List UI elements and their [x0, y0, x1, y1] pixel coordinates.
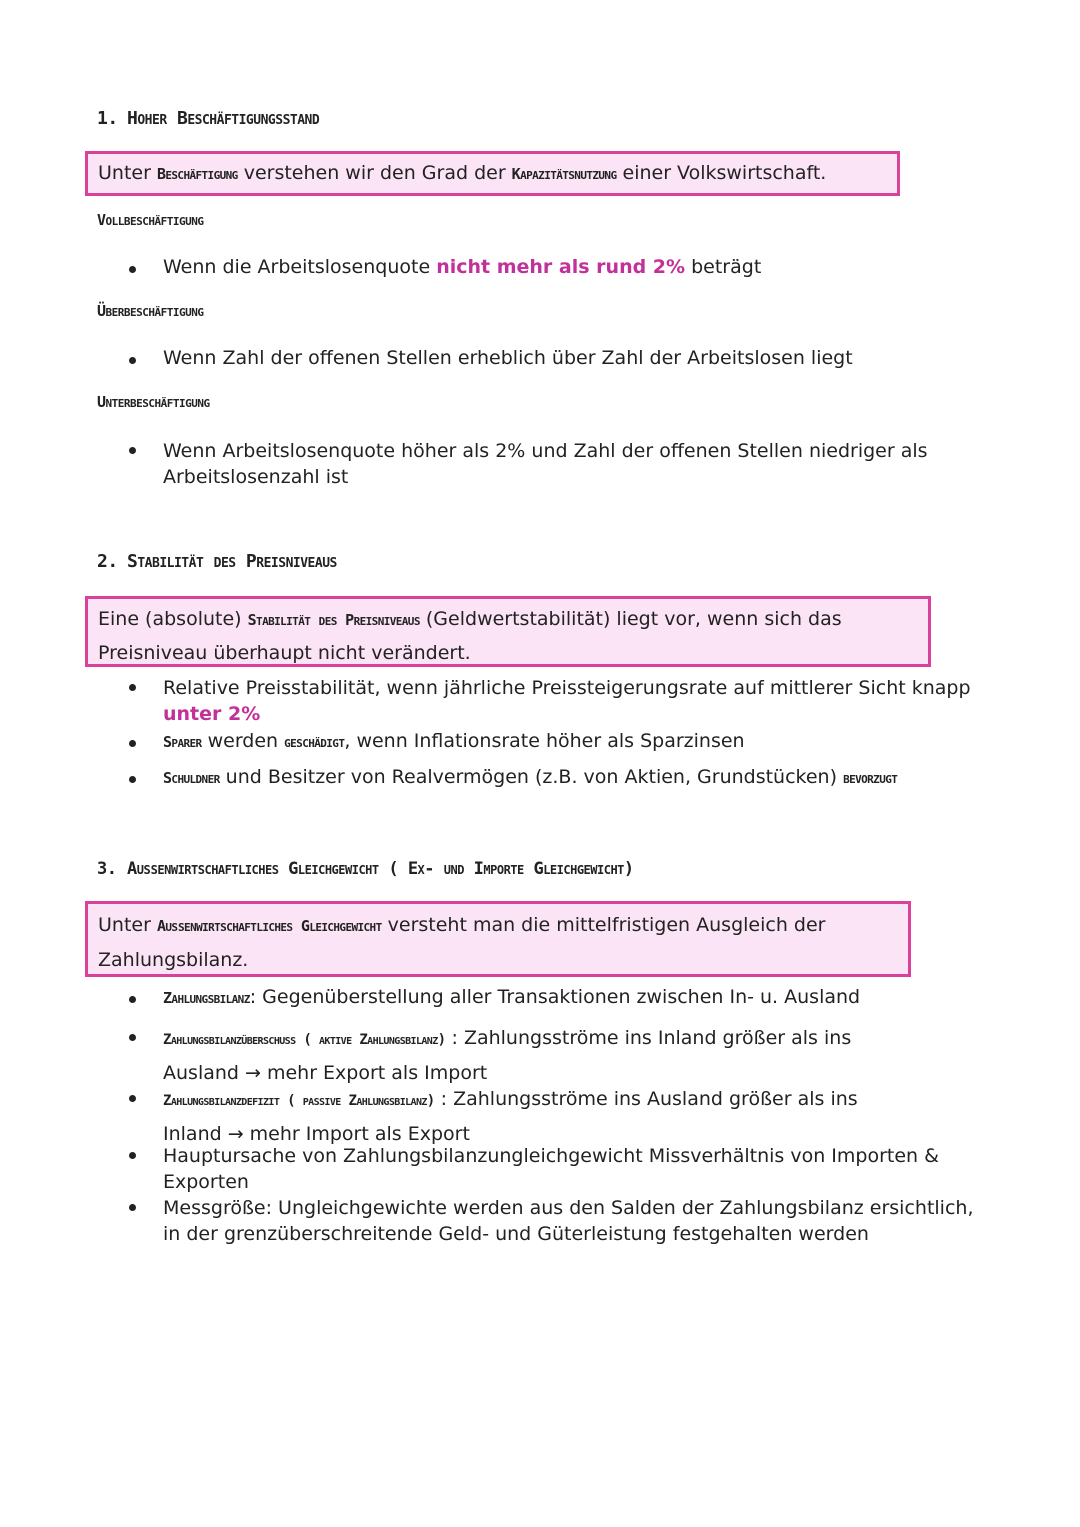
bullet-dot: [129, 1152, 136, 1159]
bullet-zahlungsbilanz: Zahlungsbilanz: Gegenüberstellung aller Transaktionen zwischen In- u. Ausland: [163, 986, 860, 1008]
bullet-dot: [129, 684, 136, 691]
bullet-dot: [129, 1204, 136, 1211]
bullet-relative-preisstabilitaet: Relative Preisstabilität, wenn jährliche Preissteigerungsrate auf mittlerer Sicht knapp unter 2%: [163, 675, 971, 727]
bullet-hauptursache: Hauptursache von Zahlungsbilanzungleichgewicht Missverhältnis von Importen & Exporten: [163, 1143, 939, 1195]
bullet-dot: [129, 357, 136, 364]
label-unterbeschaeftigung: Unterbeschäftigung: [97, 393, 210, 411]
bullet-dot: [129, 1095, 136, 1102]
keyword-zahlungsbilanzueberschuss: Zahlungsbilanzüberschuss ( aktive Zahlungsbilanz): [163, 1032, 446, 1048]
bullet-zahlungsbilanzdefizit: Zahlungsbilanzdefizit ( passive Zahlungsbilanz) : Zahlungsströme ins Ausland größer als ins Inland → mehr Import als Export: [163, 1083, 858, 1151]
bullet-dot: [129, 447, 136, 454]
label-ueberbeschaeftigung: Überbeschäftigung: [97, 302, 204, 320]
keyword-stabilitaet-preisniveau: Stabilität des Preisniveaus: [247, 611, 420, 629]
definition-box-preisniveau: Eine (absolute) Stabilität des Preisniveaus (Geldwertstabilität) liegt vor, wenn sich das Preisniveau überhaupt nicht verändert.: [85, 596, 931, 667]
section-1-title: Hoher Beschäftigungsstand: [127, 108, 320, 129]
bullet-dot: [129, 996, 136, 1003]
definition-box-aussenwirtschaft: Unter Außenwirtschaftliches Gleichgewicht versteht man die mittelfristigen Ausgleich der Zahlungsbilanz.: [85, 901, 911, 977]
section-2-heading: [97, 551, 337, 572]
section-1-number: 1.: [97, 108, 118, 129]
section-3-number: 3.: [97, 859, 117, 879]
bullet-unterbeschaeftigung: Wenn Arbeitslosenquote höher als 2% und Zahl der offenen Stellen niedriger als Arbeitslosenzahl ist: [163, 438, 928, 490]
highlight-unter-2-prozent: unter 2%: [163, 703, 261, 725]
bullet-messgroesse: Messgröße: Ungleichgewichte werden aus den Salden der Zahlungsbilanz ersichtlich, in der grenzüberschreitende Geld- und Güterleistung festgehalten werden: [163, 1195, 974, 1247]
bullet-dot: [129, 1034, 136, 1041]
bullet-dot: [129, 776, 136, 783]
bullet-ueberbeschaeftigung: Wenn Zahl der offenen Stellen erheblich über Zahl der Arbeitslosen liegt: [163, 347, 853, 369]
bullet-schuldner: Schuldner und Besitzer von Realvermögen (z.B. von Aktien, Grundstücken) bevorzugt: [163, 766, 897, 788]
bullet-dot: [129, 266, 136, 273]
section-3-title: Außenwirtschaftliches Gleichgewicht ( Ex- und Importe Gleichgewicht): [127, 859, 634, 879]
keyword-bevorzugt: bevorzugt: [843, 769, 898, 787]
keyword-beschaeftigung: Beschäftigung: [156, 165, 238, 183]
keyword-aussenwirtschaftliches-gleichgewicht: Außenwirtschaftliches Gleichgewicht: [156, 917, 382, 935]
section-2-number: 2.: [97, 551, 118, 572]
keyword-schuldner: Schuldner: [163, 769, 220, 787]
section-2-title: Stabilität des Preisniveaus: [127, 551, 337, 572]
keyword-sparer: Sparer: [163, 733, 202, 751]
section-1-heading: [97, 108, 319, 129]
section-3-heading: [97, 859, 634, 879]
bullet-vollbeschaeftigung: Wenn die Arbeitslosenquote nicht mehr als rund 2% beträgt: [163, 256, 761, 278]
label-vollbeschaeftigung: Vollbeschäftigung: [97, 211, 204, 229]
keyword-kapazitaetsnutzung: Kapazitätsnutzung: [511, 165, 617, 183]
keyword-zahlungsbilanzdefizit: Zahlungsbilanzdefizit ( passive Zahlungsbilanz): [163, 1093, 435, 1109]
bullet-zahlungsbilanzueberschuss: Zahlungsbilanzüberschuss ( aktive Zahlungsbilanz) : Zahlungsströme ins Inland größer als ins Ausland → mehr Export als Import: [163, 1022, 851, 1090]
highlight-2-prozent: nicht mehr als rund 2%: [436, 256, 686, 278]
bullet-dot: [129, 740, 136, 747]
bullet-sparer: Sparer werden geschädigt, wenn Inflationsrate höher als Sparzinsen: [163, 730, 745, 752]
keyword-geschaedigt: geschädigt: [284, 733, 345, 751]
definition-box-beschaeftigung: Unter Beschäftigung verstehen wir den Grad der Kapazitätsnutzung einer Volkswirtschaft.: [85, 151, 900, 196]
keyword-zahlungsbilanz: Zahlungsbilanz: [163, 989, 250, 1007]
